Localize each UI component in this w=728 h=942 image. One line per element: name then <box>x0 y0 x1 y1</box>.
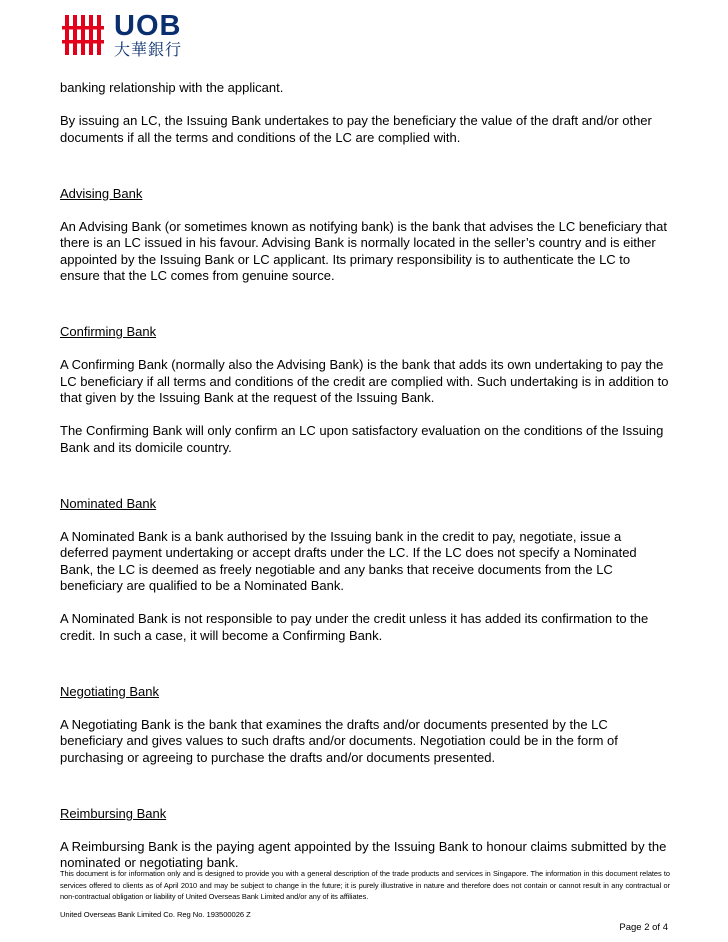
nominated-bank-paragraph-1: A Nominated Bank is a bank authorised by the Issuing bank in the credit to pay, negotiate, issue a deferred payment undertaking or accept drafts under the LC. If the LC does not specify a Nominated Bank, the LC is deemed as freely negotiable and any banks that receive documents from the LC beneficiary are qualified to be a Nominated Bank. <box>60 528 637 593</box>
brand-chinese-name: 大華銀行 <box>114 40 183 59</box>
negotiating-bank-paragraph: A Negotiating Bank is the bank that examines the drafts and/or documents presented by the LC beneficiary and gives values to such drafts and/or documents. Negotiation could be in the form of purchasing or agreeing to purchase the drafts and/or documents presented. <box>60 716 618 765</box>
advising-bank-paragraph: An Advising Bank (or sometimes known as notifying bank) is the bank that advises the LC beneficiary that there is an LC issued in his favour. Advising Bank is normally located in the seller’s country and is either appointed by the Issuing Bank or LC applicant. Its primary responsibility is to authenticate the LC to ensure that the LC comes from genuine source. <box>60 218 667 283</box>
brand-name: UOB <box>114 10 182 42</box>
uob-logo <box>62 12 182 60</box>
intro-paragraph-1: banking relationship with the applicant. <box>60 80 284 95</box>
nominated-bank-paragraph-2: A Nominated Bank is not responsible to pay under the credit unless it has added its confirmation to the credit. In such a case, it will become a Confirming Bank. <box>60 611 649 643</box>
footer <box>60 868 670 920</box>
confirming-bank-paragraph-1: A Confirming Bank (normally also the Advising Bank) is the bank that adds its own undertaking to pay the LC beneficiary if all terms and conditions of the credit are complied with. Such undertaking is in addition to that given by the Issuing Bank at the request of the Issuing Bank. <box>60 357 669 405</box>
footer-registration: United Overseas Bank Limited Co. Reg No. 193500026 Z <box>60 909 251 919</box>
confirming-bank-paragraph-2: The Confirming Bank will only confirm an LC upon satisfactory evaluation on the conditions of the Issuing Bank and its domicile country. <box>60 423 664 455</box>
nominated-bank-heading: Nominated Bank <box>60 495 157 511</box>
footer-disclaimer: This document is for information only and is designed to provide you with a general description of the trade products and services in Singapore. The information in this document relates to services offered to clients as of April 2010 and may be subject to change in the future; it is purely illustrative in nature and therefore does not contain or cannot result in any contractual or non-contractual obligation or liability of United Overseas Bank Limited and/or any of its affiliates. <box>60 869 670 901</box>
negotiating-bank-heading: Negotiating Bank <box>60 683 160 699</box>
reimbursing-bank-heading: Reimbursing Bank <box>60 805 167 821</box>
page-number: Page 2 of 4 <box>619 922 668 933</box>
document-body <box>60 80 670 872</box>
reimbursing-bank-paragraph: A Reimbursing Bank is the paying agent appointed by the Issuing Bank to honour claims submitted by the nominated or negotiating bank. <box>60 838 667 870</box>
uob-emblem-icon <box>62 12 106 58</box>
confirming-bank-heading: Confirming Bank <box>60 324 157 339</box>
intro-paragraph-2: By issuing an LC, the Issuing Bank undertakes to pay the beneficiary the value of the draft and/or other documents if all the terms and conditions of the LC are complied with. <box>60 113 652 145</box>
advising-bank-heading: Advising Bank <box>60 185 143 201</box>
